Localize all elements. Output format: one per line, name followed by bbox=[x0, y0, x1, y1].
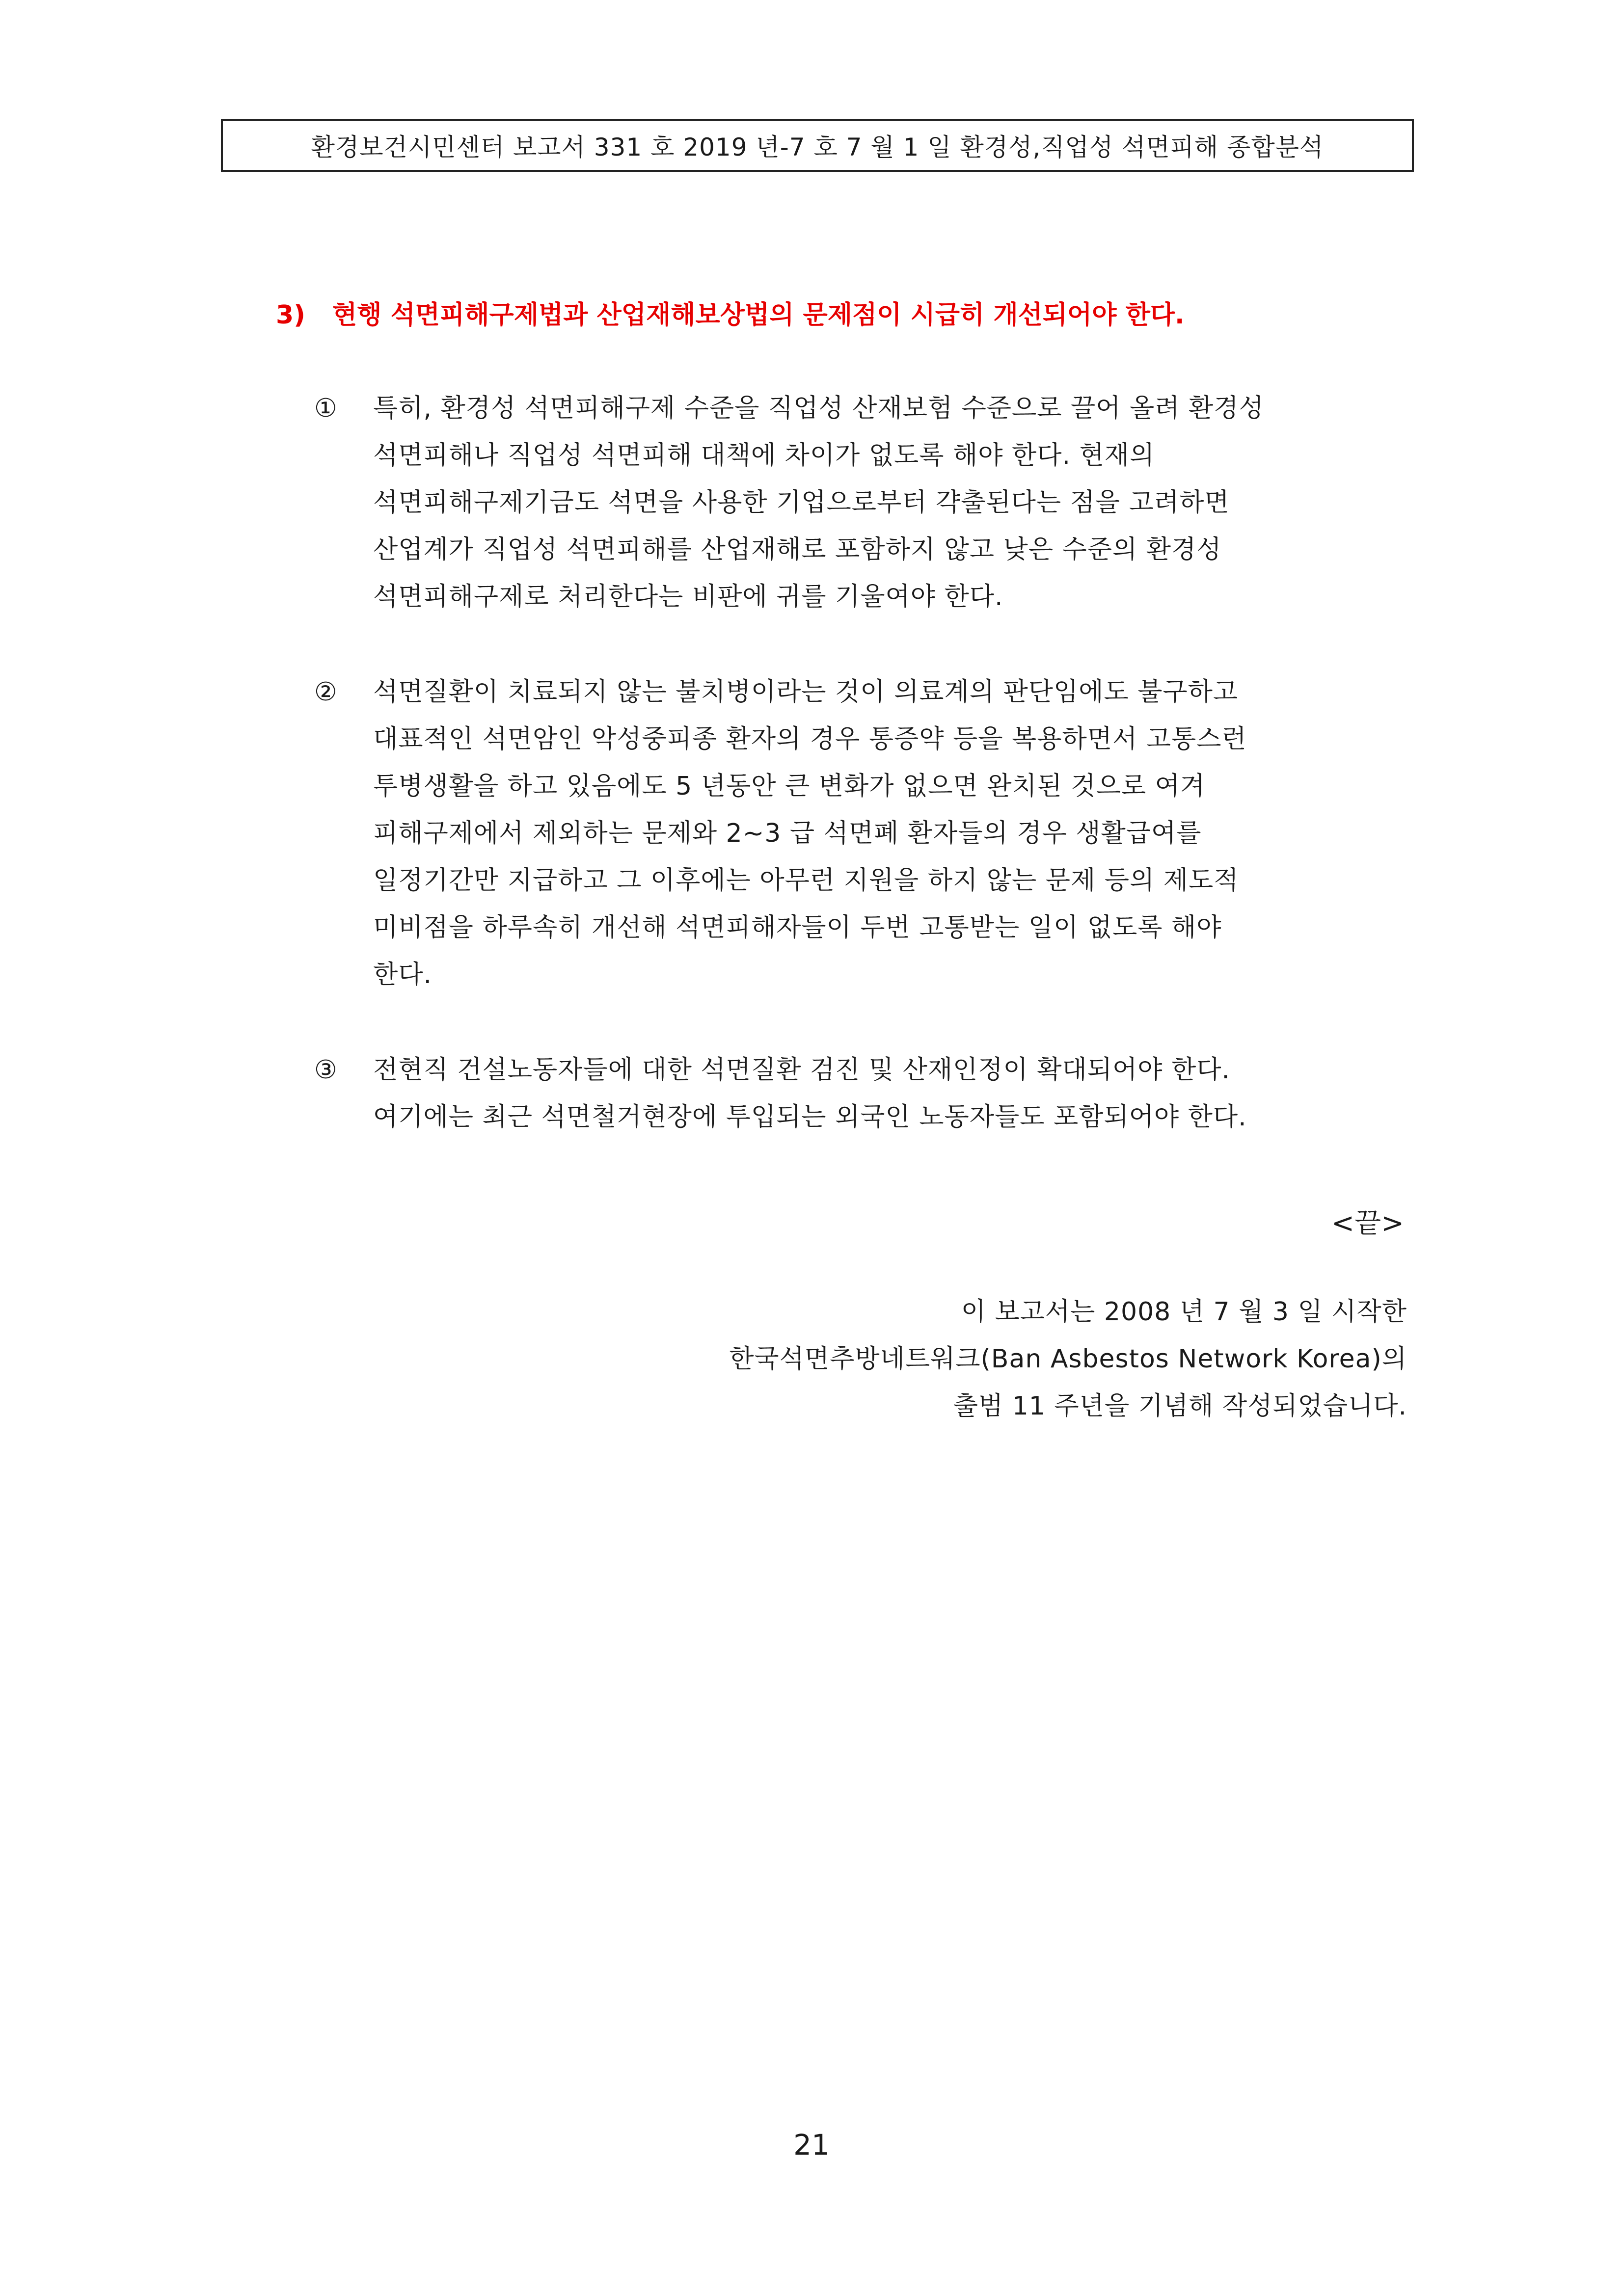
item-line: 한다. bbox=[373, 960, 432, 989]
section-title: 현행 석면피해구제법과 산업재해보상법의 문제점이 시급히 개선되어야 한다. bbox=[332, 300, 1185, 330]
item-line: 석면피해구제로 처리한다는 비판에 귀를 기울여야 한다. bbox=[373, 582, 1003, 612]
closing-line: 이 보고서는 2008 년 7 월 3 일 시작한 bbox=[961, 1297, 1407, 1327]
item-marker: ② bbox=[314, 677, 337, 707]
item-line: 산업계가 직업성 석면피해를 산업재해로 포함하지 않고 낮은 수준의 환경성 bbox=[373, 535, 1222, 564]
closing-note bbox=[729, 1288, 1407, 1430]
item-body bbox=[373, 668, 1247, 998]
section-number: 3) bbox=[276, 300, 305, 330]
item-line: 석면질환이 치료되지 않는 불치병이라는 것이 의료계의 판단임에도 불구하고 bbox=[373, 677, 1239, 707]
item-line: 피해구제에서 제외하는 문제와 2~3 급 석면폐 환자들의 경우 생활급여를 bbox=[373, 819, 1202, 848]
item-line: 전현직 건설노동자들에 대한 석면질환 검진 및 산재인정이 확대되어야 한다. bbox=[373, 1055, 1230, 1085]
closing-line: 출범 11 주년을 기념해 작성되었습니다. bbox=[953, 1391, 1407, 1421]
item-line: 대표적인 석면암인 악성중피종 환자의 경우 통증약 등을 복용하면서 고통스런 bbox=[373, 724, 1247, 754]
item-marker: ① bbox=[314, 394, 337, 423]
item-line: 특히, 환경성 석면피해구제 수준을 직업성 산재보험 수준으로 끌어 올려 환경성 bbox=[373, 394, 1264, 423]
page-number: 21 bbox=[793, 2128, 830, 2162]
item-line: 석면피해나 직업성 석면피해 대책에 차이가 없도록 해야 한다. 현재의 bbox=[373, 441, 1155, 470]
item-body bbox=[373, 385, 1264, 620]
report-header bbox=[221, 119, 1414, 172]
item-line: 일정기간만 지급하고 그 이후에는 아무런 지원을 하지 않는 문제 등의 제도적 bbox=[373, 866, 1239, 895]
item-line: 미비점을 하루속히 개선해 석면피해자들이 두번 고통받는 일이 없도록 해야 bbox=[373, 913, 1222, 942]
item-body bbox=[373, 1046, 1247, 1141]
closing-line: 한국석면추방네트워크(Ban Asbestos Network Korea)의 bbox=[729, 1344, 1407, 1374]
item-line: 석면피해구제기금도 석면을 사용한 기업으로부터 갹출된다는 점을 고려하면 bbox=[373, 488, 1230, 517]
report-header-text: 환경보건시민센터 보고서 331 호 2019 년-7 호 7 월 1 일 환경성,직업성 석면피해 종합분석 bbox=[311, 133, 1324, 161]
item-marker: ③ bbox=[314, 1055, 337, 1085]
item-line: 여기에는 최근 석면철거현장에 투입되는 외국인 노동자들도 포함되어야 한다. bbox=[373, 1102, 1247, 1132]
end-mark: <끝> bbox=[1331, 1207, 1404, 1239]
section-heading bbox=[276, 297, 1185, 333]
item-line: 투병생활을 하고 있음에도 5 년동안 큰 변화가 없으면 완치된 것으로 여겨 bbox=[373, 772, 1206, 801]
